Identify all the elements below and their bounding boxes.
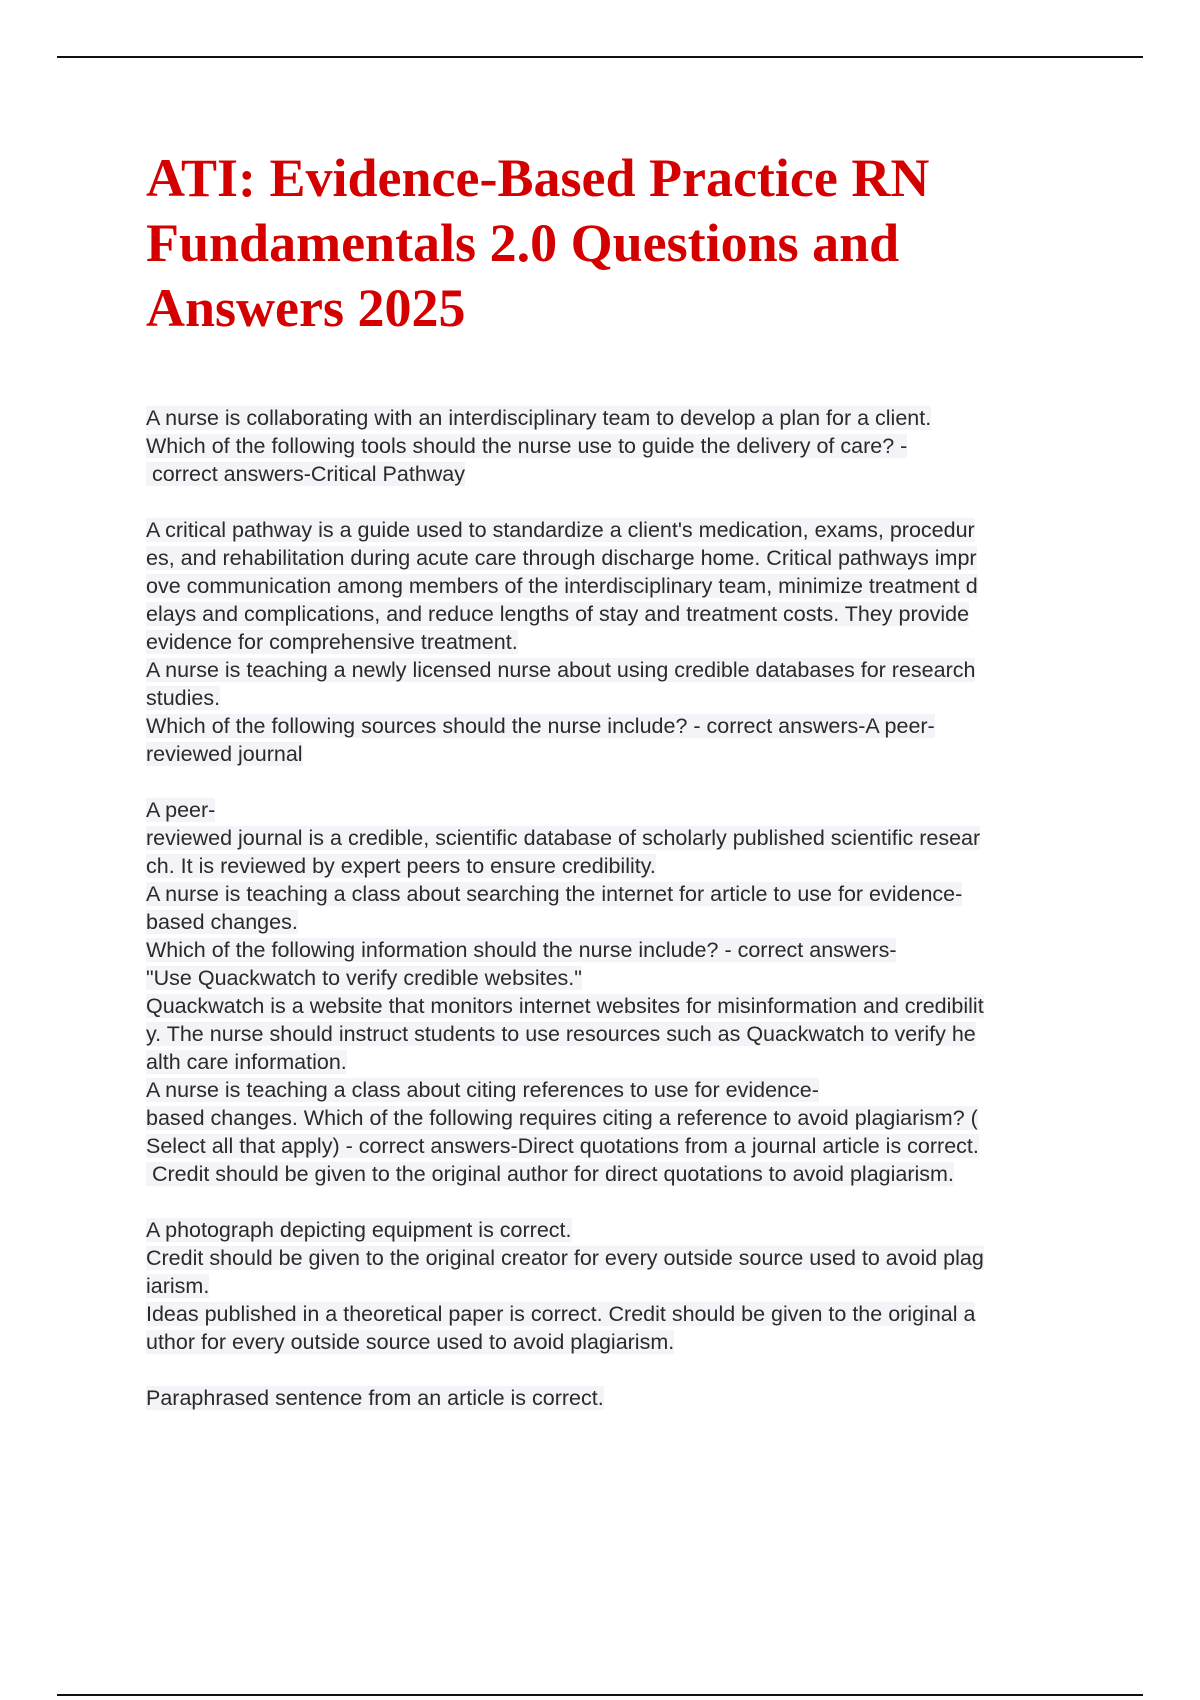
- body-line: [146, 544, 1146, 572]
- body-line-text: es, and rehabilitation during acute care through discharge home. Critical pathways impr: [146, 546, 977, 570]
- body-line: [146, 432, 1146, 460]
- body-line-text: A critical pathway is a guide used to standardize a client's medication, exams, procedur: [146, 518, 975, 542]
- body-line-text: Quackwatch is a website that monitors internet websites for misinformation and credibilit: [146, 994, 984, 1018]
- body-line-text: uthor for every outside source used to avoid plagiarism.: [146, 1330, 675, 1354]
- body-line-text: alth care information.: [146, 1050, 347, 1074]
- body-line: [146, 712, 1146, 740]
- body-line: [146, 880, 1146, 908]
- document-body: [146, 404, 1146, 1412]
- body-line-text: A nurse is teaching a class about searching the internet for article to use for evidence-: [146, 882, 963, 906]
- body-line-text: A nurse is teaching a class about citing references to use for evidence-: [146, 1078, 819, 1102]
- body-line-text: ch. It is reviewed by expert peers to ensure credibility.: [146, 854, 656, 878]
- body-line: [146, 1328, 1146, 1356]
- body-line-text: y. The nurse should instruct students to use resources such as Quackwatch to verify he: [146, 1022, 976, 1046]
- body-line: [146, 1020, 1146, 1048]
- body-line-text: elays and complications, and reduce lengths of stay and treatment costs. They provide: [146, 602, 970, 626]
- body-line-text: based changes. Which of the following requires citing a reference to avoid plagiarism? (: [146, 1106, 978, 1130]
- paragraph-gap: [146, 1356, 1146, 1384]
- body-line: [146, 1076, 1146, 1104]
- body-line-text: Which of the following sources should the nurse include? - correct answers-A peer-: [146, 714, 935, 738]
- body-line: [146, 600, 1146, 628]
- body-line: [146, 684, 1146, 712]
- paragraph-gap: [146, 488, 1146, 516]
- body-line: [146, 1300, 1146, 1328]
- body-line: [146, 404, 1146, 432]
- body-line-text: ove communication among members of the interdisciplinary team, minimize treatment d: [146, 574, 978, 598]
- body-line: [146, 460, 1146, 488]
- body-line-text: studies.: [146, 686, 221, 710]
- body-line-text: "Use Quackwatch to verify credible websites.": [146, 966, 582, 990]
- body-line: [146, 1272, 1146, 1300]
- body-line-text: A peer-: [146, 798, 216, 822]
- body-line: [146, 824, 1146, 852]
- title-line: Answers 2025: [146, 278, 466, 338]
- body-line: [146, 1160, 1146, 1188]
- body-line-text: reviewed journal is a credible, scientific database of scholarly published scientific resear: [146, 826, 981, 850]
- body-line-text: Paraphrased sentence from an article is correct.: [146, 1386, 604, 1410]
- body-line: [146, 852, 1146, 880]
- body-line: [146, 572, 1146, 600]
- body-line-text: Ideas published in a theoretical paper is correct. Credit should be given to the original a: [146, 1302, 976, 1326]
- paragraph-gap: [146, 768, 1146, 796]
- body-line-text: evidence for comprehensive treatment.: [146, 630, 518, 654]
- document-title: [146, 146, 1046, 341]
- body-line: [146, 1244, 1146, 1272]
- top-rule: [57, 56, 1143, 58]
- body-line-text: Select all that apply) - correct answers-Direct quotations from a journal article is correct.: [146, 1134, 979, 1158]
- body-line: [146, 992, 1146, 1020]
- body-line: [146, 936, 1146, 964]
- body-line-text: A nurse is collaborating with an interdisciplinary team to develop a plan for a client.: [146, 406, 932, 430]
- body-line-text: correct answers-Critical Pathway: [146, 462, 466, 486]
- body-line-text: based changes.: [146, 910, 298, 934]
- body-line-text: Credit should be given to the original author for direct quotations to avoid plagiarism.: [146, 1162, 954, 1186]
- body-line: [146, 796, 1146, 824]
- body-line: [146, 964, 1146, 992]
- body-line: [146, 628, 1146, 656]
- body-line-text: Which of the following tools should the nurse use to guide the delivery of care? -: [146, 434, 908, 458]
- body-line-text: reviewed journal: [146, 742, 303, 766]
- body-line-text: iarism.: [146, 1274, 210, 1298]
- body-line: [146, 1048, 1146, 1076]
- body-line: [146, 1216, 1146, 1244]
- body-line: [146, 908, 1146, 936]
- body-line: [146, 1384, 1146, 1412]
- body-line: [146, 740, 1146, 768]
- body-line-text: Which of the following information should the nurse include? - correct answers-: [146, 938, 897, 962]
- title-line: Fundamentals 2.0 Questions and: [146, 213, 900, 273]
- body-line: [146, 1104, 1146, 1132]
- body-line: [146, 1132, 1146, 1160]
- body-line: [146, 656, 1146, 684]
- title-line: ATI: Evidence-Based Practice RN: [146, 148, 930, 208]
- body-line-text: A photograph depicting equipment is correct.: [146, 1218, 572, 1242]
- body-line-text: Credit should be given to the original creator for every outside source used to avoid plag: [146, 1246, 984, 1270]
- body-line: [146, 516, 1146, 544]
- bottom-rule: [57, 1694, 1143, 1696]
- paragraph-gap: [146, 1188, 1146, 1216]
- body-line-text: A nurse is teaching a newly licensed nurse about using credible databases for research: [146, 658, 976, 682]
